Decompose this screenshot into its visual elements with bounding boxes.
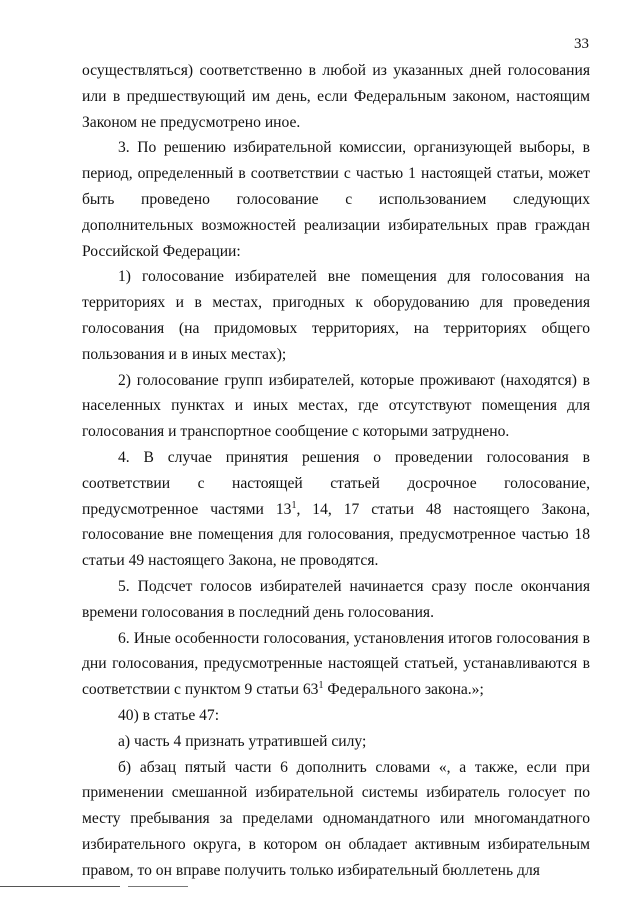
document-body bbox=[82, 58, 590, 884]
paragraph-continuation: осуществляться) соответственно в любой из указанных дней голосования или в предшествующий им день, если Федеральным законом, настоящим Законом не предусмотрено иное. bbox=[82, 62, 590, 131]
paragraph-5: 5. Подсчет голосов избирателей начинается сразу после окончания времени голосования в последний день голосования. bbox=[82, 577, 590, 621]
amendment-40-item-b: б) абзац пятый части 6 дополнить словами «, а также, если при применении смешанной избирательной системы избиратель голосует по месту пребывания за пределами одномандатного или многомандатного избирательного округа, в котором он обладает активным избирательным правом, то он вправе получить только избирательный бюллетень для bbox=[82, 758, 590, 879]
paragraph-4 bbox=[82, 445, 590, 574]
paragraph-4-text-a: 4. В случае принятия решения о проведении голосования в соответствии с настоящей статьей досрочное голосование, предусмотренное частями 13 bbox=[82, 448, 590, 518]
scan-edge-line-short bbox=[128, 886, 188, 887]
paragraph-4-superscript: 1 bbox=[291, 499, 297, 511]
paragraph-6-superscript: 1 bbox=[318, 680, 324, 692]
paragraph-3-item-2: 2) голосование групп избирателей, которые проживают (находятся) в населенных пунктах и иных местах, где отсутствуют помещения для голосования и транспортное сообщение с которыми затруднено. bbox=[82, 371, 590, 441]
page-number: 33 bbox=[574, 36, 589, 52]
paragraph-6-text-b: Федерального закона.»; bbox=[323, 681, 484, 699]
paragraph-3: 3. По решению избирательной комиссии, организующей выборы, в период, определенный в соответствии с частью 1 настоящей статьи, может быть проведено голосование с использованием следующих дополнительных возможностей реализации избирательных прав граждан Российской Федерации: bbox=[82, 139, 590, 260]
amendment-40-item-a: а) часть 4 признать утратившей силу; bbox=[118, 732, 367, 750]
scan-edge-line bbox=[0, 886, 120, 887]
amendment-40: 40) в статье 47: bbox=[118, 706, 220, 724]
paragraph-6 bbox=[82, 626, 590, 703]
paragraph-6-text-a: 6. Иные особенности голосования, установления итогов голосования в дни голосования, предусмотренные настоящей статьей, устанавливаются в соответствии с пунктом 9 статьи 63 bbox=[82, 629, 590, 699]
paragraph-4-text-b: , 14, 17 статьи 48 настоящего Закона, голосование вне помещения для голосования, предусмотренное частью 18 статьи 49 настоящего Закона, не проводятся. bbox=[82, 500, 590, 570]
paragraph-3-item-1: 1) голосование избирателей вне помещения для голосования на территориях и в местах, пригодных к оборудованию для проведения голосования (на придомовых территориях, на территориях общего пользования и в иных местах); bbox=[82, 268, 590, 363]
